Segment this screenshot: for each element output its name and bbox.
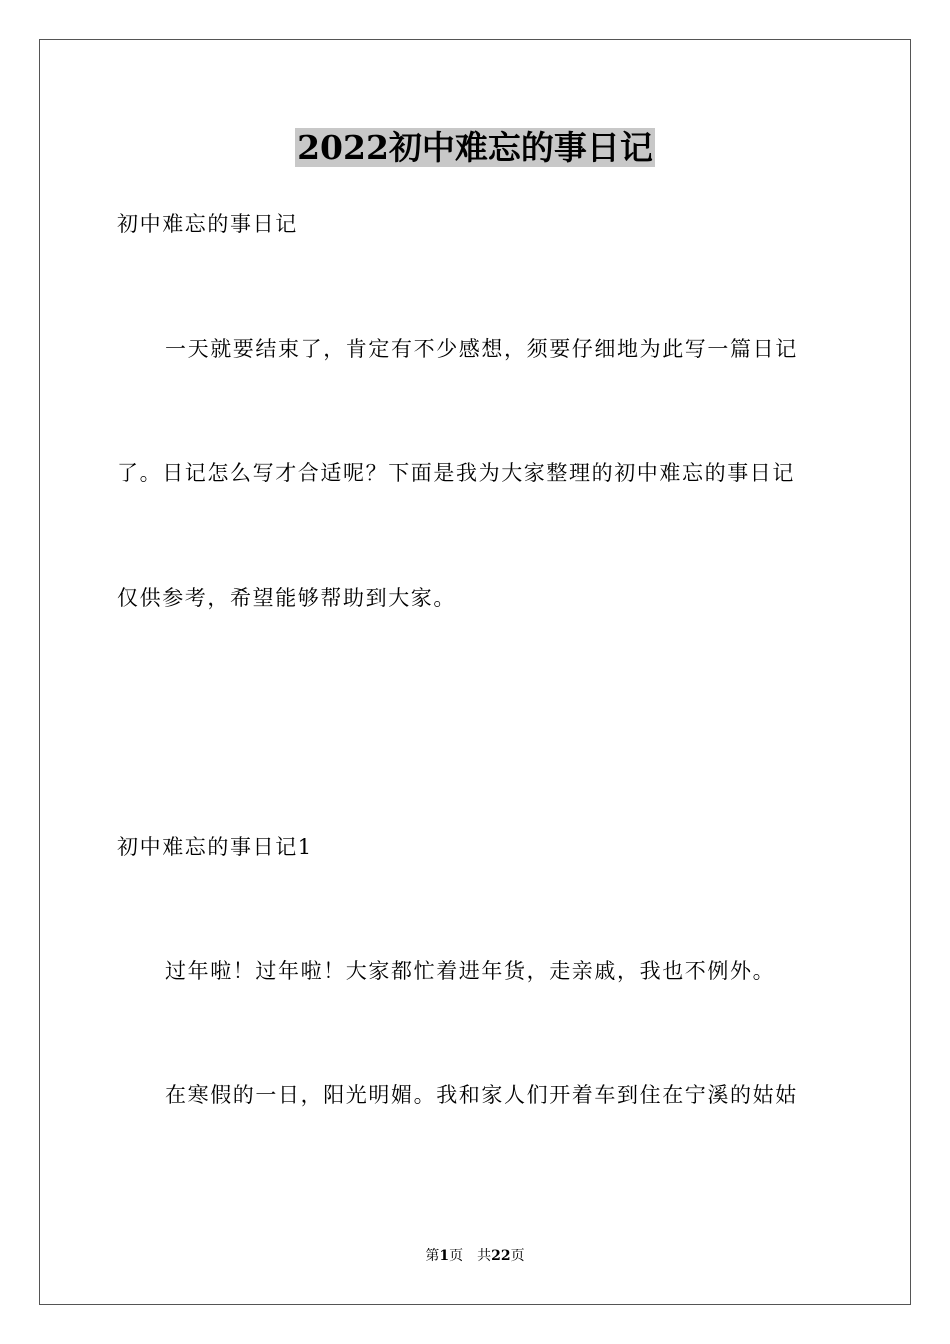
paragraph-line-1: 一天就要结束了，肯定有不少感想，须要仔细地为此写一篇日记	[165, 337, 798, 361]
footer-prefix: 第	[425, 1248, 440, 1264]
document-title	[0, 126, 950, 170]
footer-current-page: 1	[439, 1248, 450, 1264]
paragraph-line-5: 在寒假的一日，阳光明媚。我和家人们开着车到住在宁溪的姑姑	[165, 1083, 798, 1107]
footer-total-pages: 22	[491, 1248, 511, 1264]
subtitle-line: 初中难忘的事日记	[117, 212, 298, 236]
paragraph-line-2: 了。日记怎么写才合适呢？下面是我为大家整理的初中难忘的事日记	[117, 461, 795, 485]
footer-page-unit: 页	[449, 1248, 464, 1264]
paragraph-line-4: 过年啦！过年啦！大家都忙着进年货，走亲戚，我也不例外。	[165, 959, 776, 983]
section-heading: 初中难忘的事日记1	[117, 835, 313, 859]
footer-total-prefix: 共	[477, 1248, 492, 1264]
page-footer	[0, 1246, 950, 1266]
document-title-text: 2022初中难忘的事日记	[297, 128, 653, 167]
footer-total-unit: 页	[510, 1248, 525, 1264]
paragraph-line-3: 仅供参考，希望能够帮助到大家。	[117, 586, 456, 610]
